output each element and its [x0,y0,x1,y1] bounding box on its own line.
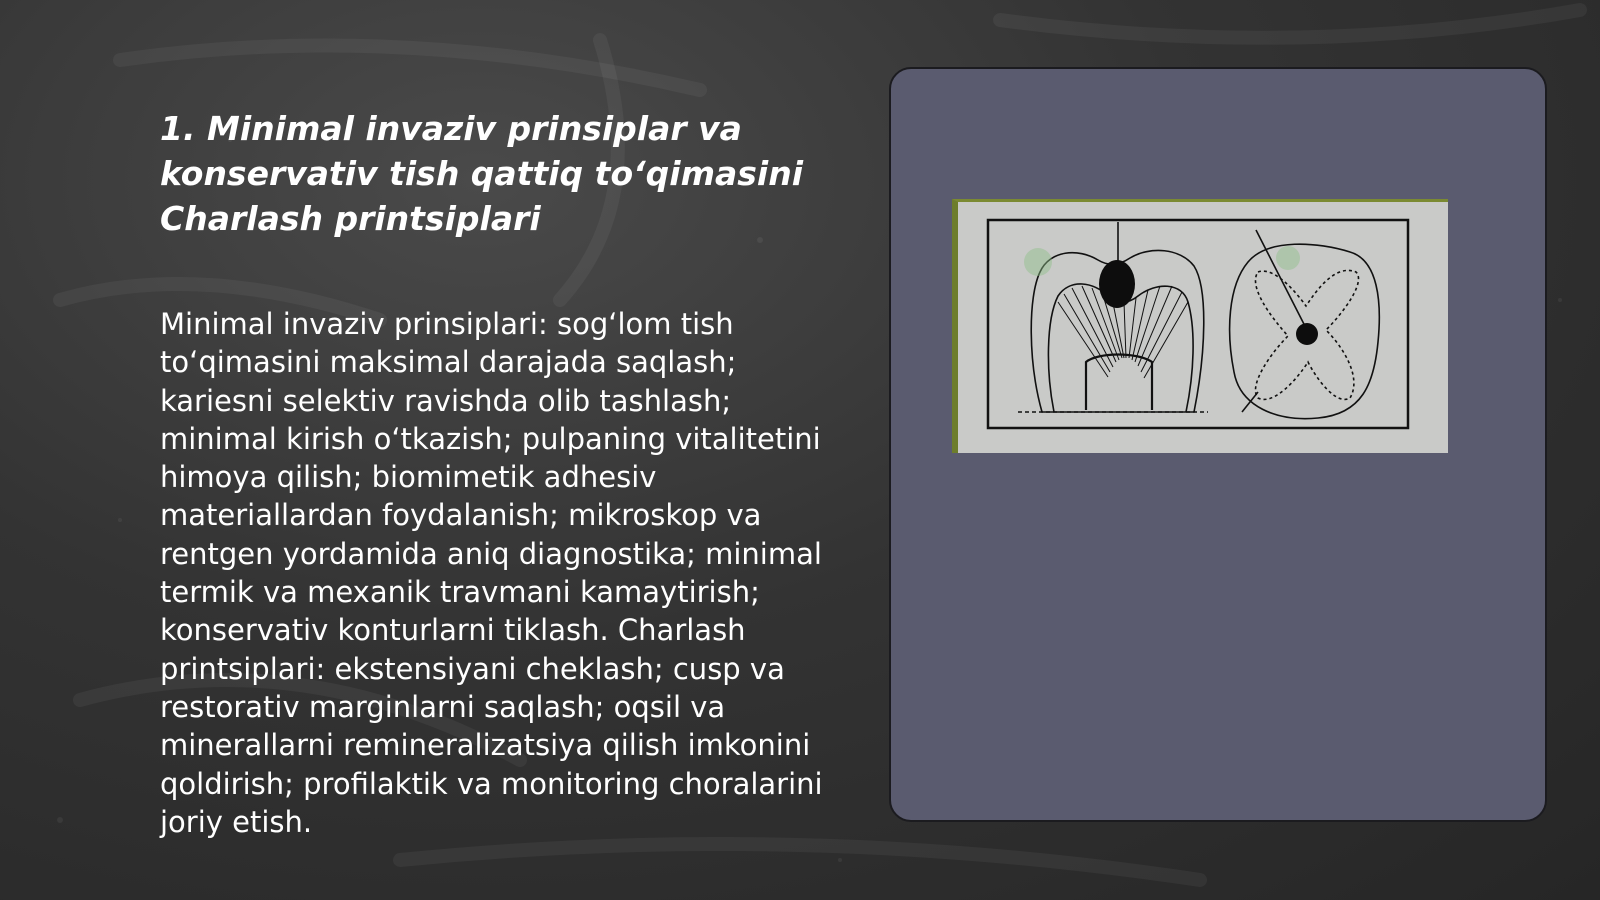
image-panel [889,67,1547,822]
tooth-diagram-graphic [958,202,1448,453]
tooth-cavity-diagram [952,199,1448,453]
caries-lesion-occlusal [1099,260,1135,308]
slide-body-text: Minimal invaziv prinsiplari: sog‘lom tish to‘qimasini maksimal darajada saqlash; kariesni selektiv ravishda olib tashlash; minimal kirish o‘tkazish; pulpaning vitalitetini himoya qilish; biomimetik adhesiv materiallardan foydalanish; mikroskop va rentgen yordamida aniq diagnostika; minimal termik va mexanik travmani kamaytirish; konservativ konturlarni tiklash. Charlash printsiplari: ekstensiyani cheklash; cusp va restorativ marginlarni saqlash; oqsil va minerallarni remineralizatsiya qilish imkonini qoldirish; profilaktik va monitoring choralarini joriy etish. [160,307,823,839]
tooth-cross-section [1018,222,1208,412]
caries-lesion-fissure [1296,323,1318,345]
slide-title: 1. Minimal invaziv prinsiplar va konservativ tish qattiq to‘qimasini Charlash printsiplari [160,109,804,238]
